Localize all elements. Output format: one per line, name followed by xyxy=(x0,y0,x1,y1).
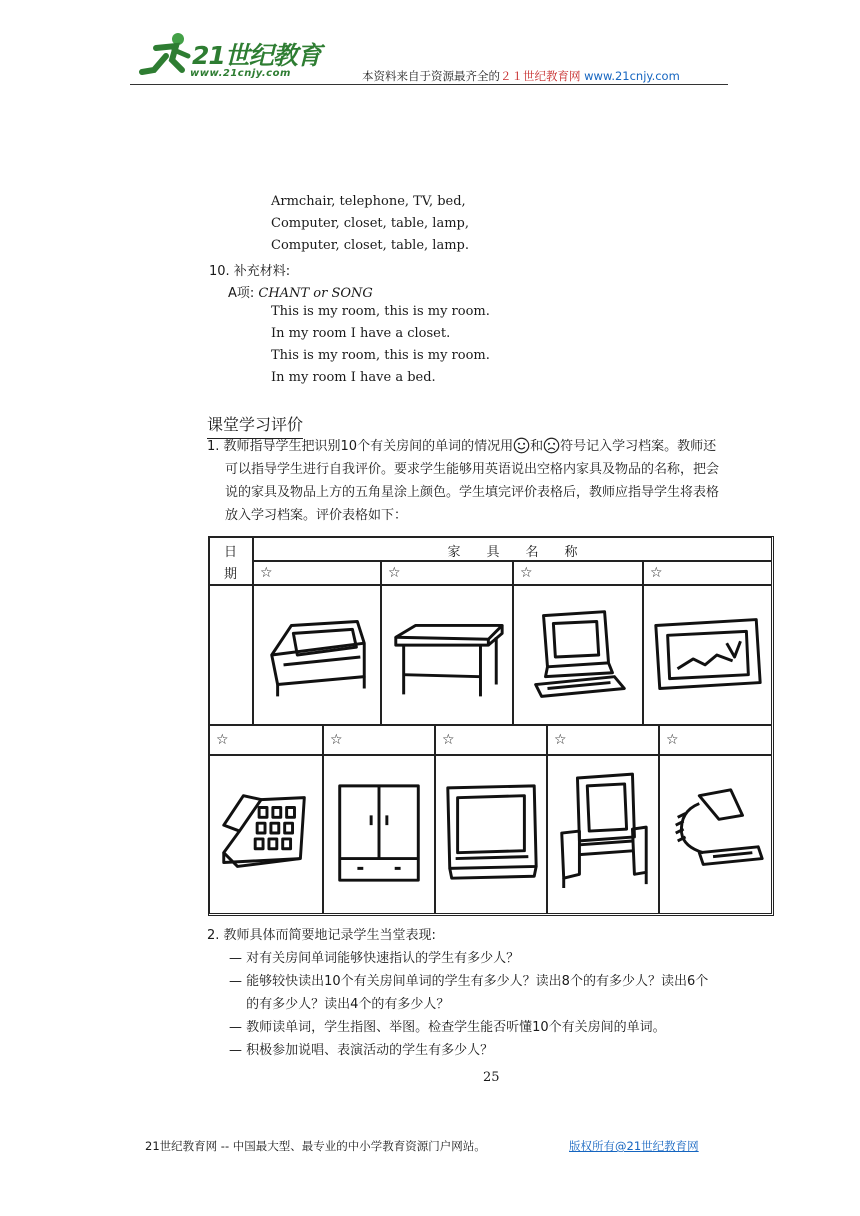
star-icon[interactable]: ☆ xyxy=(554,732,567,748)
date-label-top: 日 xyxy=(224,545,238,560)
star-icon[interactable]: ☆ xyxy=(666,732,679,748)
star-cell[interactable] xyxy=(643,561,772,585)
lamp-icon xyxy=(660,756,771,913)
star-cell[interactable] xyxy=(381,561,513,585)
logo-url-text: www.21cnjy.com xyxy=(190,68,291,79)
tagline-site-link[interactable]: ２１世纪教育网 xyxy=(500,69,581,83)
date-label-bottom: 期 xyxy=(224,567,238,582)
picture-cell-table xyxy=(381,585,513,725)
star-cell[interactable] xyxy=(209,725,323,755)
picture-cell-bed xyxy=(253,585,381,725)
section-title: 课堂学习评价 xyxy=(207,412,303,435)
part2-bullet-2: — 能够较快读出10个有关房间单词的学生有多少人？读出8个的有多少人？读出6个 xyxy=(229,974,709,989)
para1-and: 和 xyxy=(530,439,544,454)
bed-icon xyxy=(254,586,380,724)
part2-heading: 2. 教师具体而简要地记录学生当堂表现: xyxy=(207,928,436,943)
picture-cell-armchair xyxy=(547,755,659,914)
furniture-header xyxy=(253,537,772,561)
picture-cell-tv-screen xyxy=(435,755,547,914)
para1-text-a: 1. 教师指导学生把识别10个有关房间的单词的情况用 xyxy=(207,439,514,454)
word-line-1: Armchair, telephone, TV, bed, xyxy=(271,194,466,209)
supplement-item xyxy=(228,282,373,301)
chant-line-4: In my room I have a bed. xyxy=(271,370,436,385)
date-entry-cell[interactable] xyxy=(209,585,253,725)
supplement-heading: 10. 补充材料: xyxy=(209,264,291,279)
star-icon[interactable]: ☆ xyxy=(520,565,533,581)
picture-cell-computer xyxy=(513,585,643,725)
tv-screen-icon xyxy=(436,756,546,913)
chant-line-3: This is my room, this is my room. xyxy=(271,348,490,363)
computer-icon xyxy=(514,586,642,724)
assessment-table xyxy=(208,536,774,916)
word-line-3: Computer, closet, table, lamp. xyxy=(271,238,469,253)
picture-cell-telephone xyxy=(209,755,323,914)
star-icon[interactable]: ☆ xyxy=(442,732,455,748)
star-cell[interactable] xyxy=(435,725,547,755)
furniture-header-label: 家 具 名 称 xyxy=(447,545,578,560)
star-icon[interactable]: ☆ xyxy=(388,565,401,581)
sad-face-icon xyxy=(543,437,560,454)
assessment-para-line-4: 放入学习档案。评价表格如下： xyxy=(225,508,408,523)
picture-cell-tv xyxy=(643,585,772,725)
tagline-url-link[interactable]: www.21cnjy.com xyxy=(584,69,680,83)
header-divider xyxy=(130,84,728,85)
logo-brand-text: 21世纪教育 xyxy=(192,41,321,70)
assessment-para-line-1 xyxy=(207,436,716,458)
runner-logo-icon xyxy=(138,30,194,82)
tagline-prefix: 本资料来自于资源最齐全的 xyxy=(362,69,500,83)
star-cell[interactable] xyxy=(253,561,381,585)
star-icon[interactable]: ☆ xyxy=(650,565,663,581)
tv-icon xyxy=(644,586,771,724)
item-label: A项: xyxy=(228,286,255,301)
part2-bullet-1: — 对有关房间单词能够快速指认的学生有多少人？ xyxy=(229,951,520,966)
para1-text-b: 符号记入学习档案。教师还 xyxy=(560,439,717,454)
star-cell[interactable] xyxy=(323,725,435,755)
star-icon[interactable]: ☆ xyxy=(260,565,273,581)
header-tagline xyxy=(362,68,680,84)
picture-cell-lamp xyxy=(659,755,772,914)
star-cell[interactable] xyxy=(547,725,659,755)
chant-line-2: In my room I have a closet. xyxy=(271,326,451,341)
assessment-para-line-2: 可以指导学生进行自我评价。要求学生能够用英语说出空格内家具及物品的名称，把会 xyxy=(225,462,720,477)
page-number: 25 xyxy=(483,1070,500,1085)
armchair-icon xyxy=(548,756,658,913)
smile-face-icon xyxy=(513,437,530,454)
table-icon xyxy=(382,586,512,724)
item-title: CHANT or SONG xyxy=(258,286,373,301)
star-icon[interactable]: ☆ xyxy=(330,732,343,748)
star-icon[interactable]: ☆ xyxy=(216,732,229,748)
word-line-2: Computer, closet, table, lamp, xyxy=(271,216,469,231)
star-cell[interactable] xyxy=(659,725,772,755)
part2-bullet-4: — 积极参加说唱、表演活动的学生有多少人？ xyxy=(229,1043,494,1058)
telephone-icon xyxy=(210,756,322,913)
assessment-para-line-3: 说的家具及物品上方的五角星涂上颜色。学生填完评价表格后，教师应指导学生将表格 xyxy=(225,485,720,500)
date-label-cell xyxy=(209,537,253,585)
part2-bullet-2-cont: 的有多少人？读出4个的有多少人？ xyxy=(229,997,450,1012)
closet-icon xyxy=(324,756,434,913)
footer-text: 21世纪教育网 -- 中国最大型、最专业的中小学教育资源门户网站。 xyxy=(145,1139,486,1153)
chant-line-1: This is my room, this is my room. xyxy=(271,304,490,319)
site-logo[interactable] xyxy=(138,30,338,82)
picture-cell-closet xyxy=(323,755,435,914)
star-cell[interactable] xyxy=(513,561,643,585)
part2-bullet-3: — 教师读单词，学生指图、举图。检查学生能否听懂10个有关房间的单词。 xyxy=(229,1020,666,1035)
footer-copyright-link[interactable]: 版权所有@21世纪教育网 xyxy=(569,1139,699,1153)
